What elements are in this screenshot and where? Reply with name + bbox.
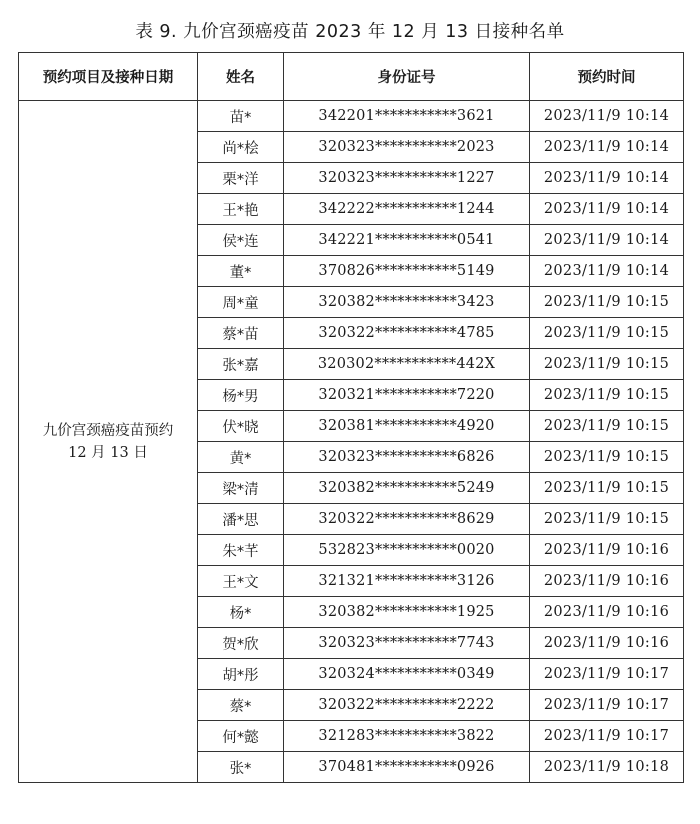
id-cell: 320302***********442X xyxy=(284,349,530,380)
name-cell: 董* xyxy=(198,256,284,287)
id-cell: 320382***********5249 xyxy=(284,473,530,504)
header-row xyxy=(19,53,684,101)
time-cell: 2023/11/9 10:14 xyxy=(530,132,684,163)
id-cell: 320323***********6826 xyxy=(284,442,530,473)
time-cell: 2023/11/9 10:16 xyxy=(530,597,684,628)
header-project: 预约项目及接种日期 xyxy=(19,53,198,101)
header-name: 姓名 xyxy=(198,53,284,101)
name-cell: 栗*洋 xyxy=(198,163,284,194)
name-cell: 王*文 xyxy=(198,566,284,597)
name-cell: 周*童 xyxy=(198,287,284,318)
name-cell: 何*懿 xyxy=(198,721,284,752)
id-cell: 370826***********5149 xyxy=(284,256,530,287)
header-id: 身份证号 xyxy=(284,53,530,101)
id-cell: 320322***********8629 xyxy=(284,504,530,535)
time-cell: 2023/11/9 10:14 xyxy=(530,194,684,225)
table-body xyxy=(19,101,684,783)
time-cell: 2023/11/9 10:16 xyxy=(530,566,684,597)
time-cell: 2023/11/9 10:17 xyxy=(530,721,684,752)
id-cell: 370481***********0926 xyxy=(284,752,530,783)
name-cell: 梁*清 xyxy=(198,473,284,504)
project-line-1: 九价宫颈癌疫苗预约 xyxy=(42,422,174,439)
document-title: 表 9. 九价宫颈癌疫苗 2023 年 12 月 13 日接种名单 xyxy=(135,22,565,42)
time-cell: 2023/11/9 10:14 xyxy=(530,256,684,287)
id-cell: 321321***********3126 xyxy=(284,566,530,597)
time-cell: 2023/11/9 10:17 xyxy=(530,690,684,721)
id-cell: 320322***********2222 xyxy=(284,690,530,721)
time-cell: 2023/11/9 10:15 xyxy=(530,349,684,380)
table-header xyxy=(19,53,684,101)
time-cell: 2023/11/9 10:15 xyxy=(530,504,684,535)
time-cell: 2023/11/9 10:16 xyxy=(530,535,684,566)
id-cell: 342201***********3621 xyxy=(284,101,530,132)
name-cell: 张* xyxy=(198,752,284,783)
time-cell: 2023/11/9 10:16 xyxy=(530,628,684,659)
name-cell: 张*嘉 xyxy=(198,349,284,380)
id-cell: 320382***********1925 xyxy=(284,597,530,628)
name-cell: 朱*芊 xyxy=(198,535,284,566)
time-cell: 2023/11/9 10:18 xyxy=(530,752,684,783)
name-cell: 贺*欣 xyxy=(198,628,284,659)
time-cell: 2023/11/9 10:15 xyxy=(530,287,684,318)
time-cell: 2023/11/9 10:15 xyxy=(530,318,684,349)
table-row xyxy=(19,101,684,132)
vaccination-table xyxy=(18,52,684,783)
time-cell: 2023/11/9 10:14 xyxy=(530,101,684,132)
id-cell: 320381***********4920 xyxy=(284,411,530,442)
id-cell: 320323***********1227 xyxy=(284,163,530,194)
name-cell: 苗* xyxy=(198,101,284,132)
id-cell: 320324***********0349 xyxy=(284,659,530,690)
id-cell: 320321***********7220 xyxy=(284,380,530,411)
name-cell: 王*艳 xyxy=(198,194,284,225)
name-cell: 杨* xyxy=(198,597,284,628)
id-cell: 320322***********4785 xyxy=(284,318,530,349)
time-cell: 2023/11/9 10:15 xyxy=(530,473,684,504)
name-cell: 蔡* xyxy=(198,690,284,721)
id-cell: 320323***********7743 xyxy=(284,628,530,659)
id-cell: 532823***********0020 xyxy=(284,535,530,566)
name-cell: 侯*连 xyxy=(198,225,284,256)
id-cell: 321283***********3822 xyxy=(284,721,530,752)
time-cell: 2023/11/9 10:17 xyxy=(530,659,684,690)
name-cell: 胡*彤 xyxy=(198,659,284,690)
name-cell: 尚*桧 xyxy=(198,132,284,163)
project-cell xyxy=(19,101,198,783)
id-cell: 342222***********1244 xyxy=(284,194,530,225)
project-line-2: 12 月 13 日 xyxy=(68,444,148,461)
name-cell: 杨*男 xyxy=(198,380,284,411)
name-cell: 伏*晓 xyxy=(198,411,284,442)
id-cell: 320382***********3423 xyxy=(284,287,530,318)
id-cell: 342221***********0541 xyxy=(284,225,530,256)
name-cell: 黄* xyxy=(198,442,284,473)
name-cell: 潘*思 xyxy=(198,504,284,535)
time-cell: 2023/11/9 10:15 xyxy=(530,380,684,411)
name-cell: 蔡*苗 xyxy=(198,318,284,349)
id-cell: 320323***********2023 xyxy=(284,132,530,163)
time-cell: 2023/11/9 10:15 xyxy=(530,411,684,442)
time-cell: 2023/11/9 10:14 xyxy=(530,225,684,256)
header-time: 预约时间 xyxy=(530,53,684,101)
time-cell: 2023/11/9 10:14 xyxy=(530,163,684,194)
time-cell: 2023/11/9 10:15 xyxy=(530,442,684,473)
